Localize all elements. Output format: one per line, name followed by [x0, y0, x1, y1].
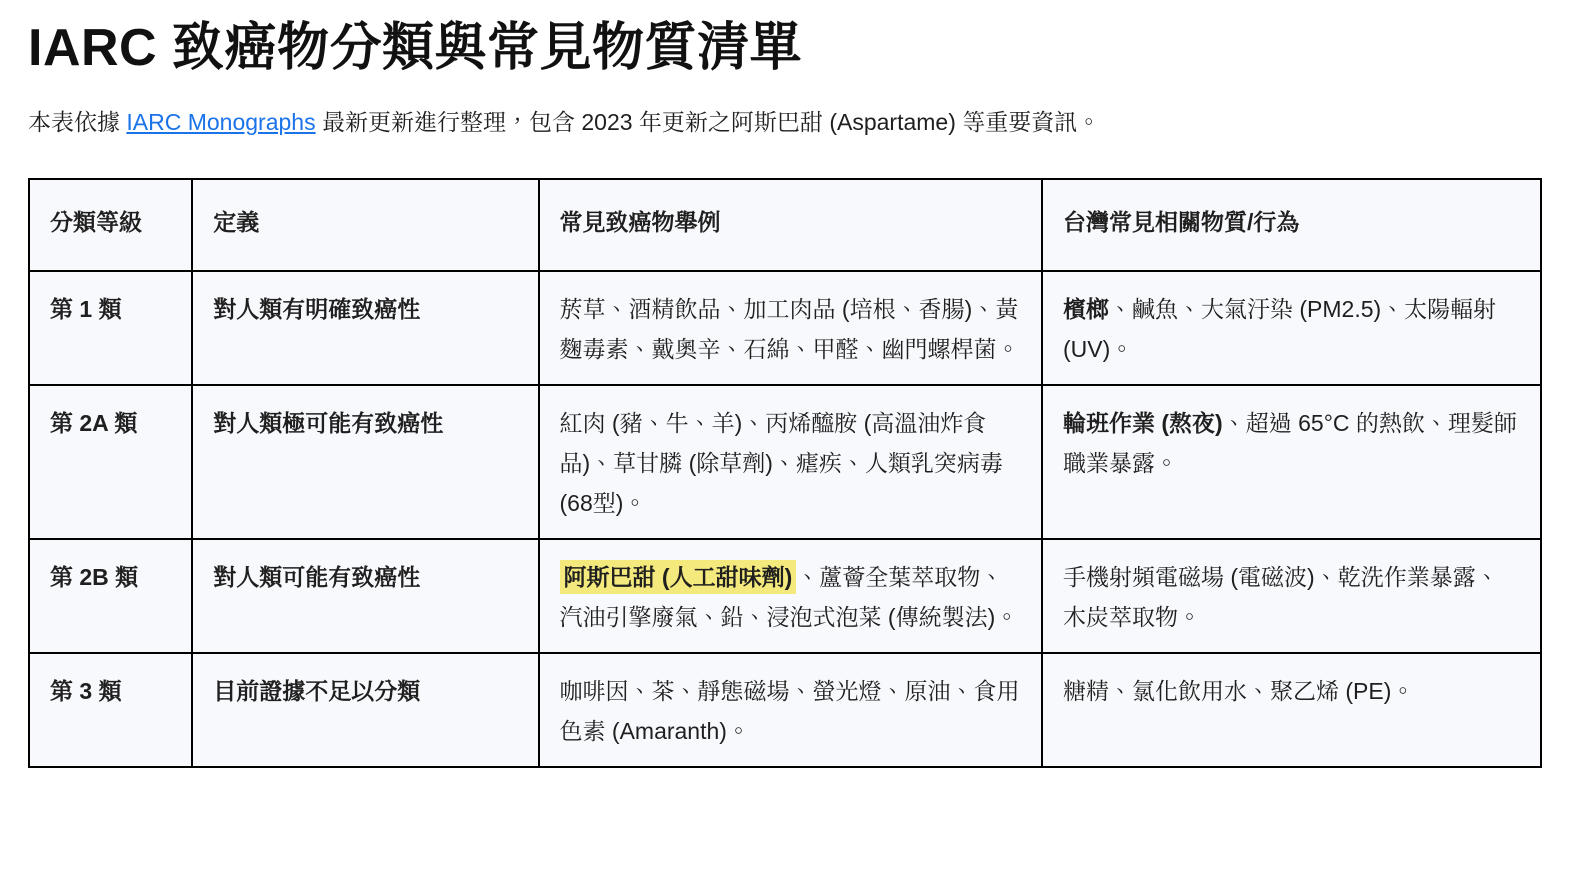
table-header-row [29, 179, 1541, 271]
subtitle [28, 105, 1542, 140]
cell-text: 檳榔 [1063, 295, 1109, 322]
table-body [29, 271, 1541, 767]
column-header-definition: 定義 [192, 179, 538, 271]
cell-level: 第 2B 類 [29, 539, 192, 653]
cell-text: 、蘆薈全葉萃取物、汽油引擎廢氣、鉛、浸泡式泡菜 (傳統製法)。 [559, 563, 1019, 630]
iarc-monographs-link[interactable]: IARC Monographs [126, 109, 316, 135]
cell-level: 第 2A 類 [29, 385, 192, 539]
cell-level: 第 1 類 [29, 271, 192, 385]
column-header-level: 分類等級 [29, 179, 192, 271]
cell-examples [539, 385, 1042, 539]
column-header-examples: 常見致癌物舉例 [539, 179, 1042, 271]
page-title: IARC 致癌物分類與常見物質清單 [28, 19, 803, 77]
highlighted-text: 阿斯巴甜 (人工甜味劑) [560, 560, 797, 594]
cell-level: 第 3 類 [29, 653, 192, 767]
cell-taiwan [1042, 271, 1541, 385]
table-row [29, 271, 1541, 385]
cell-definition: 目前證據不足以分類 [192, 653, 538, 767]
table-row [29, 653, 1541, 767]
table-row [29, 385, 1541, 539]
column-header-taiwan: 台灣常見相關物質/行為 [1042, 179, 1541, 271]
cell-taiwan [1042, 385, 1541, 539]
cell-text: 輪班作業 (熬夜) [1063, 409, 1223, 436]
cell-text: 、鹹魚、大氣汙染 (PM2.5)、太陽輻射 (UV)。 [1063, 295, 1497, 362]
cell-examples [539, 271, 1042, 385]
cell-taiwan [1042, 539, 1541, 653]
cell-taiwan [1042, 653, 1541, 767]
cell-definition: 對人類可能有致癌性 [192, 539, 538, 653]
cell-examples [539, 539, 1042, 653]
subtitle-text-before: 本表依據 [28, 109, 127, 135]
cell-text: 、超過 65°C 的熱飲、理髮師職業暴露。 [1063, 409, 1517, 476]
cell-text: 手機射頻電磁場 (電磁波)、乾洗作業暴露、木炭萃取物。 [1063, 563, 1499, 630]
cell-text: 菸草、酒精飲品、加工肉品 (培根、香腸)、黃麴毒素、戴奧辛、石綿、甲醛、幽門螺桿菌。 [559, 295, 1020, 362]
iarc-classification-table [28, 178, 1542, 768]
cell-definition: 對人類極可能有致癌性 [192, 385, 538, 539]
table-row [29, 539, 1541, 653]
cell-examples [539, 653, 1042, 767]
cell-text: 咖啡因、茶、靜態磁場、螢光燈、原油、食用色素 (Amaranth)。 [559, 677, 1020, 744]
cell-text: 紅肉 (豬、牛、羊)、丙烯醯胺 (高溫油炸食品)、草甘膦 (除草劑)、瘧疾、人類乳突病毒 (68型)。 [559, 409, 1003, 516]
subtitle-text-after: 最新更新進行整理，包含 2023 年更新之阿斯巴甜 (Aspartame) 等重要資訊。 [315, 109, 1101, 135]
cell-definition: 對人類有明確致癌性 [192, 271, 538, 385]
cell-text: 糖精、氯化飲用水、聚乙烯 (PE)。 [1063, 677, 1415, 704]
